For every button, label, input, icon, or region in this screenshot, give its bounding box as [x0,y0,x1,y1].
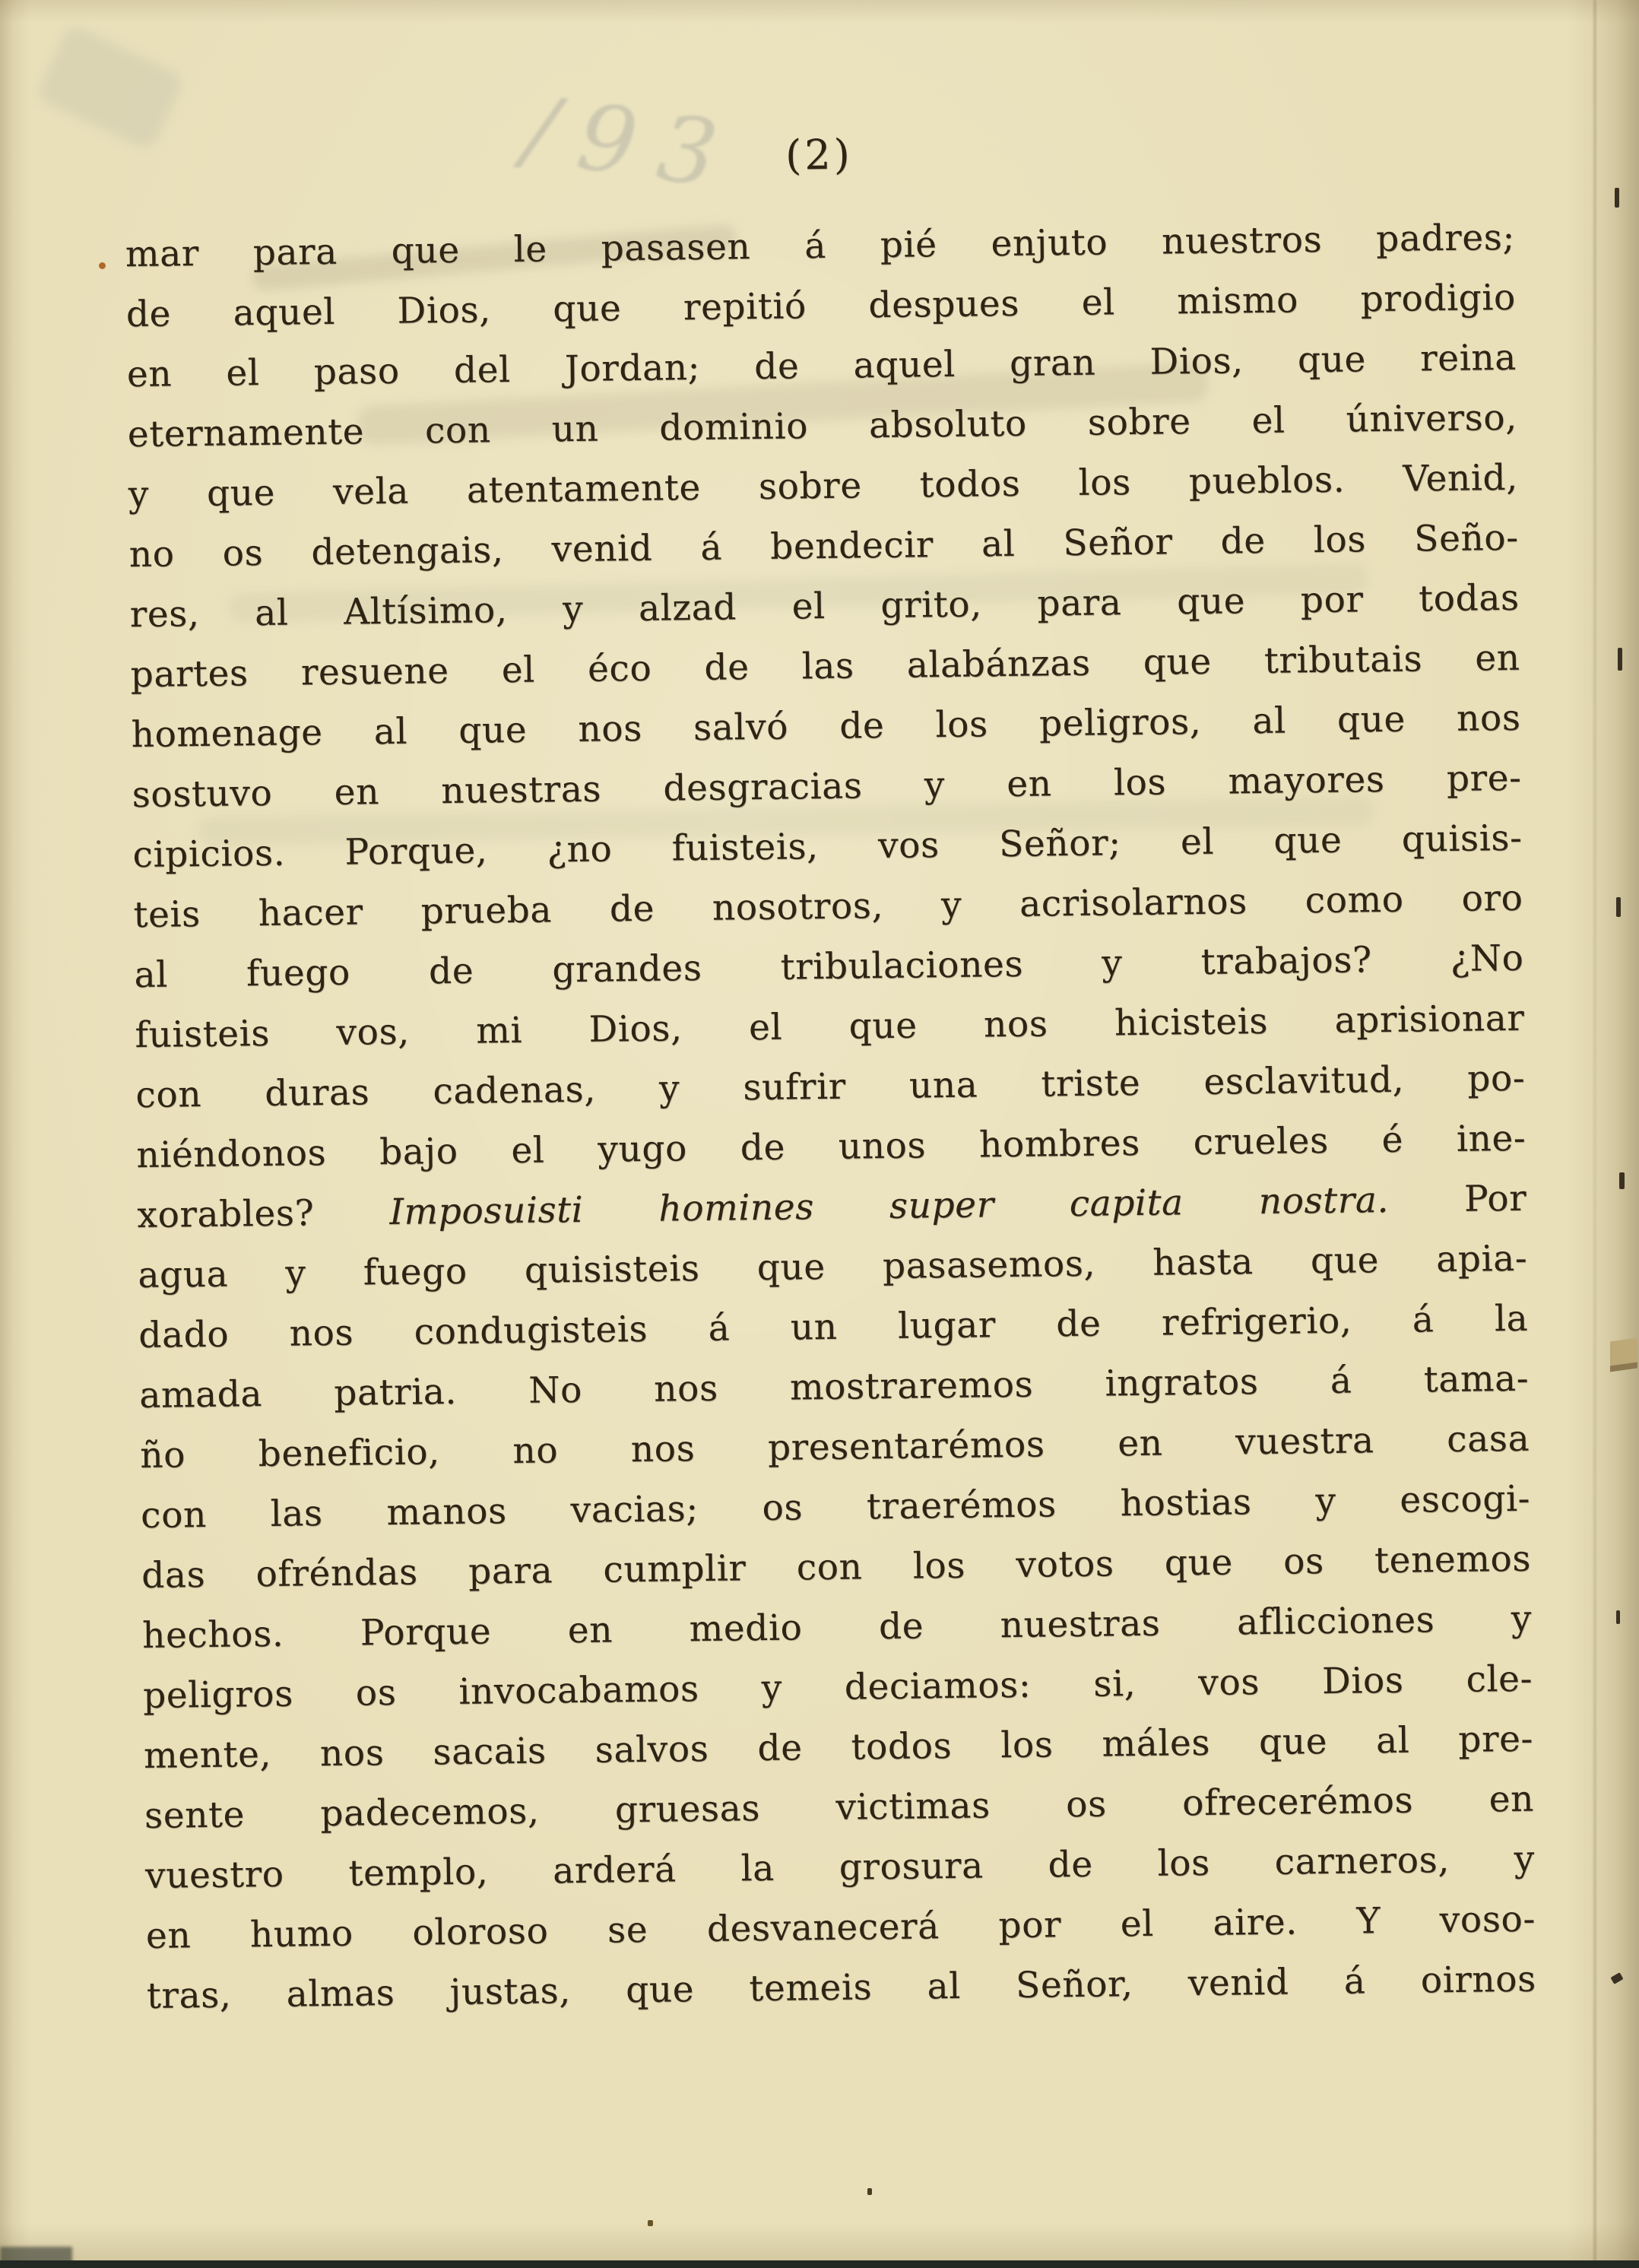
text-segment: cipicios. Porque, ¿no fuisteis, vos Señor; el que quisis- [132,817,1523,877]
text-segment: peligros os invocabamos y deciamos: si, vos Dios cle- [142,1657,1533,1718]
scan-bottom-edge [0,2260,1639,2268]
text-segment: con duras cadenas, y sufrir una triste esclavitud, po- [135,1057,1526,1117]
text-segment: sostuvo en nuestras desgracias y en los mayores pre- [132,757,1522,817]
text-segment: Por [1388,1177,1527,1221]
text-segment: hechos. Porque en medio de nuestras aflicciones y [141,1597,1533,1657]
text-segment: con las manos vacias; os traerémos hostias y escogi- [140,1477,1531,1537]
page-edge-crease [1593,0,1596,2268]
text-segment: fuisteis vos, mi Dios, el que nos hicisteis aprisionar [135,997,1525,1057]
text-segment: en el paso del Jordan; de aquel gran Dios, que reina [126,336,1517,396]
text-segment: res, al Altísimo, y alzad el grito, para que por todas [129,576,1520,636]
text-segment: xorables? [137,1191,390,1237]
ink-speck [1618,648,1622,671]
ink-speck [867,2188,872,2195]
text-segment: mente, nos sacais salvos de todos los máles que al pre- [143,1718,1534,1778]
text-segment: tras, almas justas, que temeis al Señor, venid á oirnos [146,1958,1537,2017]
handwritten-mark: /93 [518,76,747,212]
text-segment: al fuego de grandes tribulaciones y trabajos? ¿No [134,937,1524,997]
text-block [125,208,1536,2026]
ink-speck [1610,1972,1623,1984]
text-segment: eternamente con un dominio absoluto sobre el úniverso, [127,396,1518,456]
text-segment: dado nos condugisteis á un lugar de refrigerio, á la [138,1297,1529,1357]
text-segment: teis hacer prueba de nosotros, y acrisolarnos como oro [133,877,1523,937]
text-segment: partes resuene el éco de las alabánzas que tributais en [130,636,1520,696]
text-segment: mar para que le pasasen á pié enjuto nuestros padres; [125,216,1516,276]
text-segment: ño beneficio, no nos presentarémos en vuestra casa [139,1417,1530,1477]
ink-speck [99,262,106,269]
text-segment: de aquel Dios, que repitió despues el mismo prodigio [125,276,1517,336]
text-segment: y que vela atentamente sobre todos los pueblos. Venid, [128,456,1519,516]
text-segment: en humo oloroso se desvanecerá por el aire. Y voso- [145,1898,1536,1957]
pencil-scribble [34,22,187,153]
text-column [124,119,1536,2026]
ink-speck [1616,897,1621,917]
latin-quote: Imposuisti homines super capita nostra. [389,1178,1390,1234]
text-segment: vuestro templo, arderá la grosura de los carneros, y [144,1838,1536,1897]
ink-speck [1619,1172,1625,1189]
text-segment: amada patria. No nos mostraremos ingratos á tama- [138,1357,1530,1417]
ink-speck [1615,188,1619,208]
edge-fold-mark [1610,1337,1637,1372]
text-segment: niéndonos bajo el yugo de unos hombres crueles é ine- [136,1117,1526,1177]
page-number: (2) [785,130,854,179]
text-segment: homenage al que nos salvó de los peligros, al que nos [131,696,1521,757]
text-segment: sente padecemos, gruesas victimas os ofrecerémos en [144,1778,1535,1837]
ink-speck [648,2220,653,2226]
ink-speck [1616,1610,1620,1624]
text-segment: no os detengais, venid á bendecir al Señor de los Seño- [128,516,1519,576]
text-segment: agua y fuego quisisteis que pasasemos, hasta que apia- [138,1237,1528,1297]
text-segment: das ofréndas para cumplir con los votos que os tenemos [141,1537,1532,1597]
scan-bottom-corner-shadow [0,2247,72,2263]
